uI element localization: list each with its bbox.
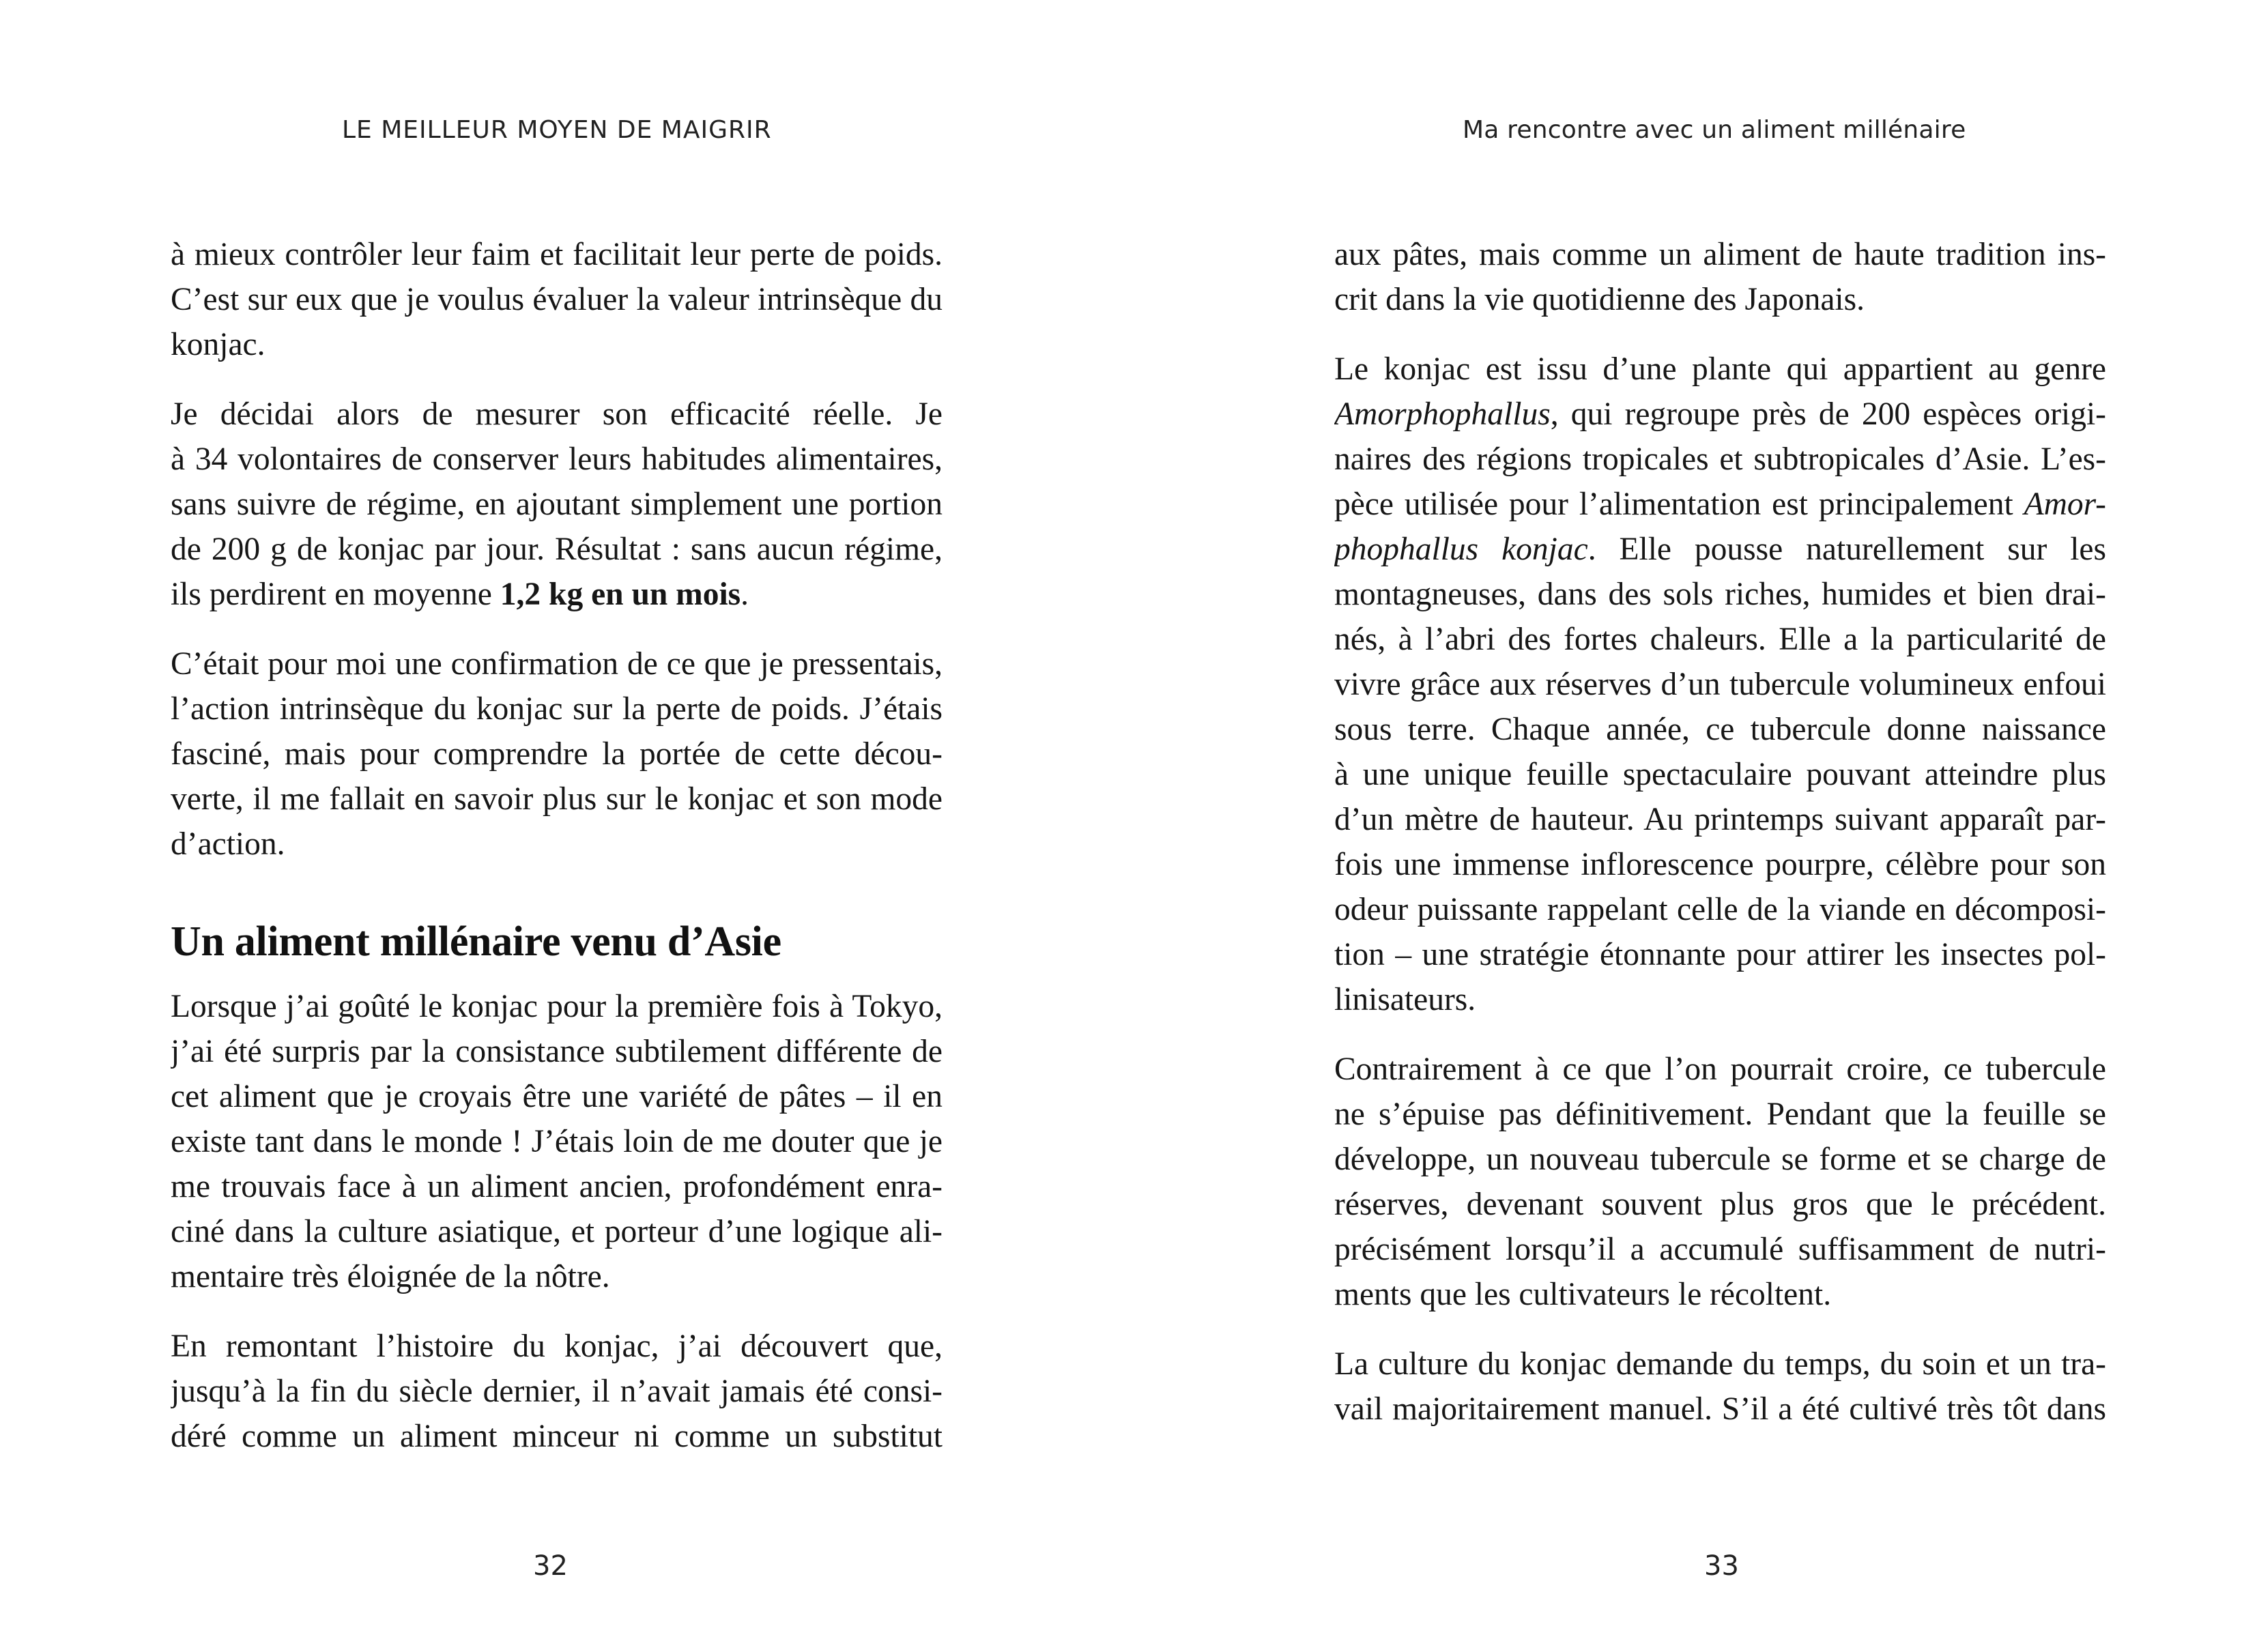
text-line: vivre grâce aux réserves d’un tubercule volumineux enfoui — [1334, 667, 2106, 702]
text-line: développe, un nouveau tubercule se forme et se charge de — [1334, 1142, 2106, 1177]
paragraph — [1334, 232, 2106, 322]
text-line: Le konjac est issu d’une plante qui appartient au genre — [1334, 351, 2106, 387]
paragraph — [171, 984, 943, 1299]
paragraph — [171, 641, 943, 867]
paragraph — [1334, 347, 2106, 1022]
text-line — [1334, 392, 2106, 437]
paragraph — [1334, 1047, 2106, 1317]
text-line: La culture du konjac demande du temps, du soin et un tra- — [1334, 1346, 2106, 1382]
text-run: ils perdirent en moyenne — [171, 577, 500, 612]
text-line: précisément lorsqu’il a accumulé suffisamment de nutri- — [1334, 1232, 2106, 1267]
text-line: aux pâtes, mais comme un aliment de haute tradition ins- — [1334, 237, 2106, 272]
text-line: C’était pour moi une confirmation de ce que je pressentais, — [171, 646, 943, 682]
text-line: ments que les cultivateurs le récoltent. — [1334, 1277, 1832, 1312]
running-head-left: LE MEILLEUR MOYEN DE MAIGRIR — [342, 116, 772, 144]
text-line: nés, à l’abri des fortes chaleurs. Elle a la particularité de — [1334, 622, 2106, 657]
italic-genus: Amorphophallus — [1334, 396, 1551, 432]
section-heading: Un aliment millénaire venu d’Asie — [171, 918, 781, 965]
text-line — [171, 572, 943, 617]
text-run: . Elle pousse naturellement sur les — [1587, 532, 2106, 567]
text-line: En remontant l’histoire du konjac, j’ai découvert que, — [171, 1329, 943, 1364]
text-line: déré comme un aliment minceur ni comme un substitut — [171, 1419, 943, 1454]
text-run: , qui regroupe près de 200 espèces origi- — [1550, 396, 2106, 432]
text-line: sous terre. Chaque année, ce tubercule donne naissance — [1334, 712, 2106, 747]
text-line: konjac. — [171, 327, 265, 362]
text-line: fasciné, mais pour comprendre la portée de cette décou- — [171, 736, 943, 772]
text-run: pèce utilisée pour l’alimentation est principalement — [1334, 487, 2024, 522]
paragraph — [171, 1324, 943, 1459]
text-line: linisateurs. — [1334, 982, 1476, 1017]
text-line: crit dans la vie quotidienne des Japonais. — [1334, 282, 1865, 317]
text-line: ciné dans la culture asiatique, et porteur d’une logique ali- — [171, 1214, 943, 1249]
page-number-right: 33 — [1704, 1550, 1739, 1582]
text-line: montagneuses, dans des sols riches, humides et bien drai- — [1334, 577, 2106, 612]
text-line: réserves, devenant souvent plus gros que le précédent. — [1334, 1187, 2106, 1222]
text-line: tion – une stratégie étonnante pour attirer les insectes pol- — [1334, 937, 2106, 972]
text-line: d’action. — [171, 826, 285, 862]
text-run: . — [741, 577, 749, 612]
left-page — [0, 0, 1128, 1652]
text-line: cet aliment que je croyais être une variété de pâtes – il en — [171, 1079, 943, 1114]
text-line: me trouvais face à un aliment ancien, profondément enra- — [171, 1169, 943, 1204]
text-line: Je décidai alors de mesurer son efficacité réelle. Je — [171, 396, 943, 432]
text-line: l’action intrinsèque du konjac sur la perte de poids. J’étais — [171, 691, 943, 727]
text-line: naires des régions tropicales et subtropicales d’Asie. L’es- — [1334, 441, 2106, 477]
body-text-right — [1334, 232, 2106, 1456]
text-line: mentaire très éloignée de la nôtre. — [171, 1259, 610, 1294]
italic-species: Amor- — [2024, 487, 2106, 522]
text-line: odeur puissante rappelant celle de la viande en décomposi- — [1334, 892, 2106, 927]
text-line — [1334, 527, 2106, 572]
paragraph — [1334, 1342, 2106, 1432]
text-line: ne s’épuise pas définitivement. Pendant que la feuille se — [1334, 1097, 2106, 1132]
running-head-right: Ma rencontre avec un aliment millénaire — [1463, 116, 1966, 144]
italic-species: phophallus konjac — [1334, 532, 1588, 567]
text-line: existe tant dans le monde ! J’étais loin de me douter que je — [171, 1124, 943, 1159]
page-number-left: 32 — [533, 1550, 568, 1582]
body-text-left — [171, 232, 943, 1483]
text-line: verte, il me fallait en savoir plus sur le konjac et son mode — [171, 781, 943, 817]
text-line — [1334, 482, 2106, 527]
text-line: Lorsque j’ai goûté le konjac pour la première fois à Tokyo, — [171, 989, 943, 1024]
text-line: Contrairement à ce que l’on pourrait croire, ce tubercule — [1334, 1052, 2106, 1087]
text-line: vail majoritairement manuel. S’il a été cultivé très tôt dans — [1334, 1391, 2106, 1427]
text-line: à une unique feuille spectaculaire pouvant atteindre plus — [1334, 757, 2106, 792]
text-line: à 34 volontaires de conserver leurs habitudes alimentaires, — [171, 441, 943, 477]
text-line: à mieux contrôler leur faim et facilitait leur perte de poids. — [171, 237, 943, 272]
text-line: de 200 g de konjac par jour. Résultat : sans aucun régime, — [171, 532, 943, 567]
text-line: sans suivre de régime, en ajoutant simplement une portion — [171, 487, 943, 522]
text-line: fois une immense inflorescence pourpre, célèbre pour son — [1334, 847, 2106, 882]
paragraph — [171, 392, 943, 617]
bold-result: 1,2 kg en un mois — [500, 577, 741, 612]
text-line: jusqu’à la fin du siècle dernier, il n’avait jamais été consi- — [171, 1374, 943, 1409]
text-line: j’ai été surpris par la consistance subtilement différente de — [171, 1034, 943, 1069]
right-page — [1129, 0, 2257, 1652]
text-line: d’un mètre de hauteur. Au printemps suivant apparaît par- — [1334, 802, 2106, 837]
paragraph — [171, 232, 943, 367]
text-line: C’est sur eux que je voulus évaluer la valeur intrinsèque du — [171, 282, 943, 317]
